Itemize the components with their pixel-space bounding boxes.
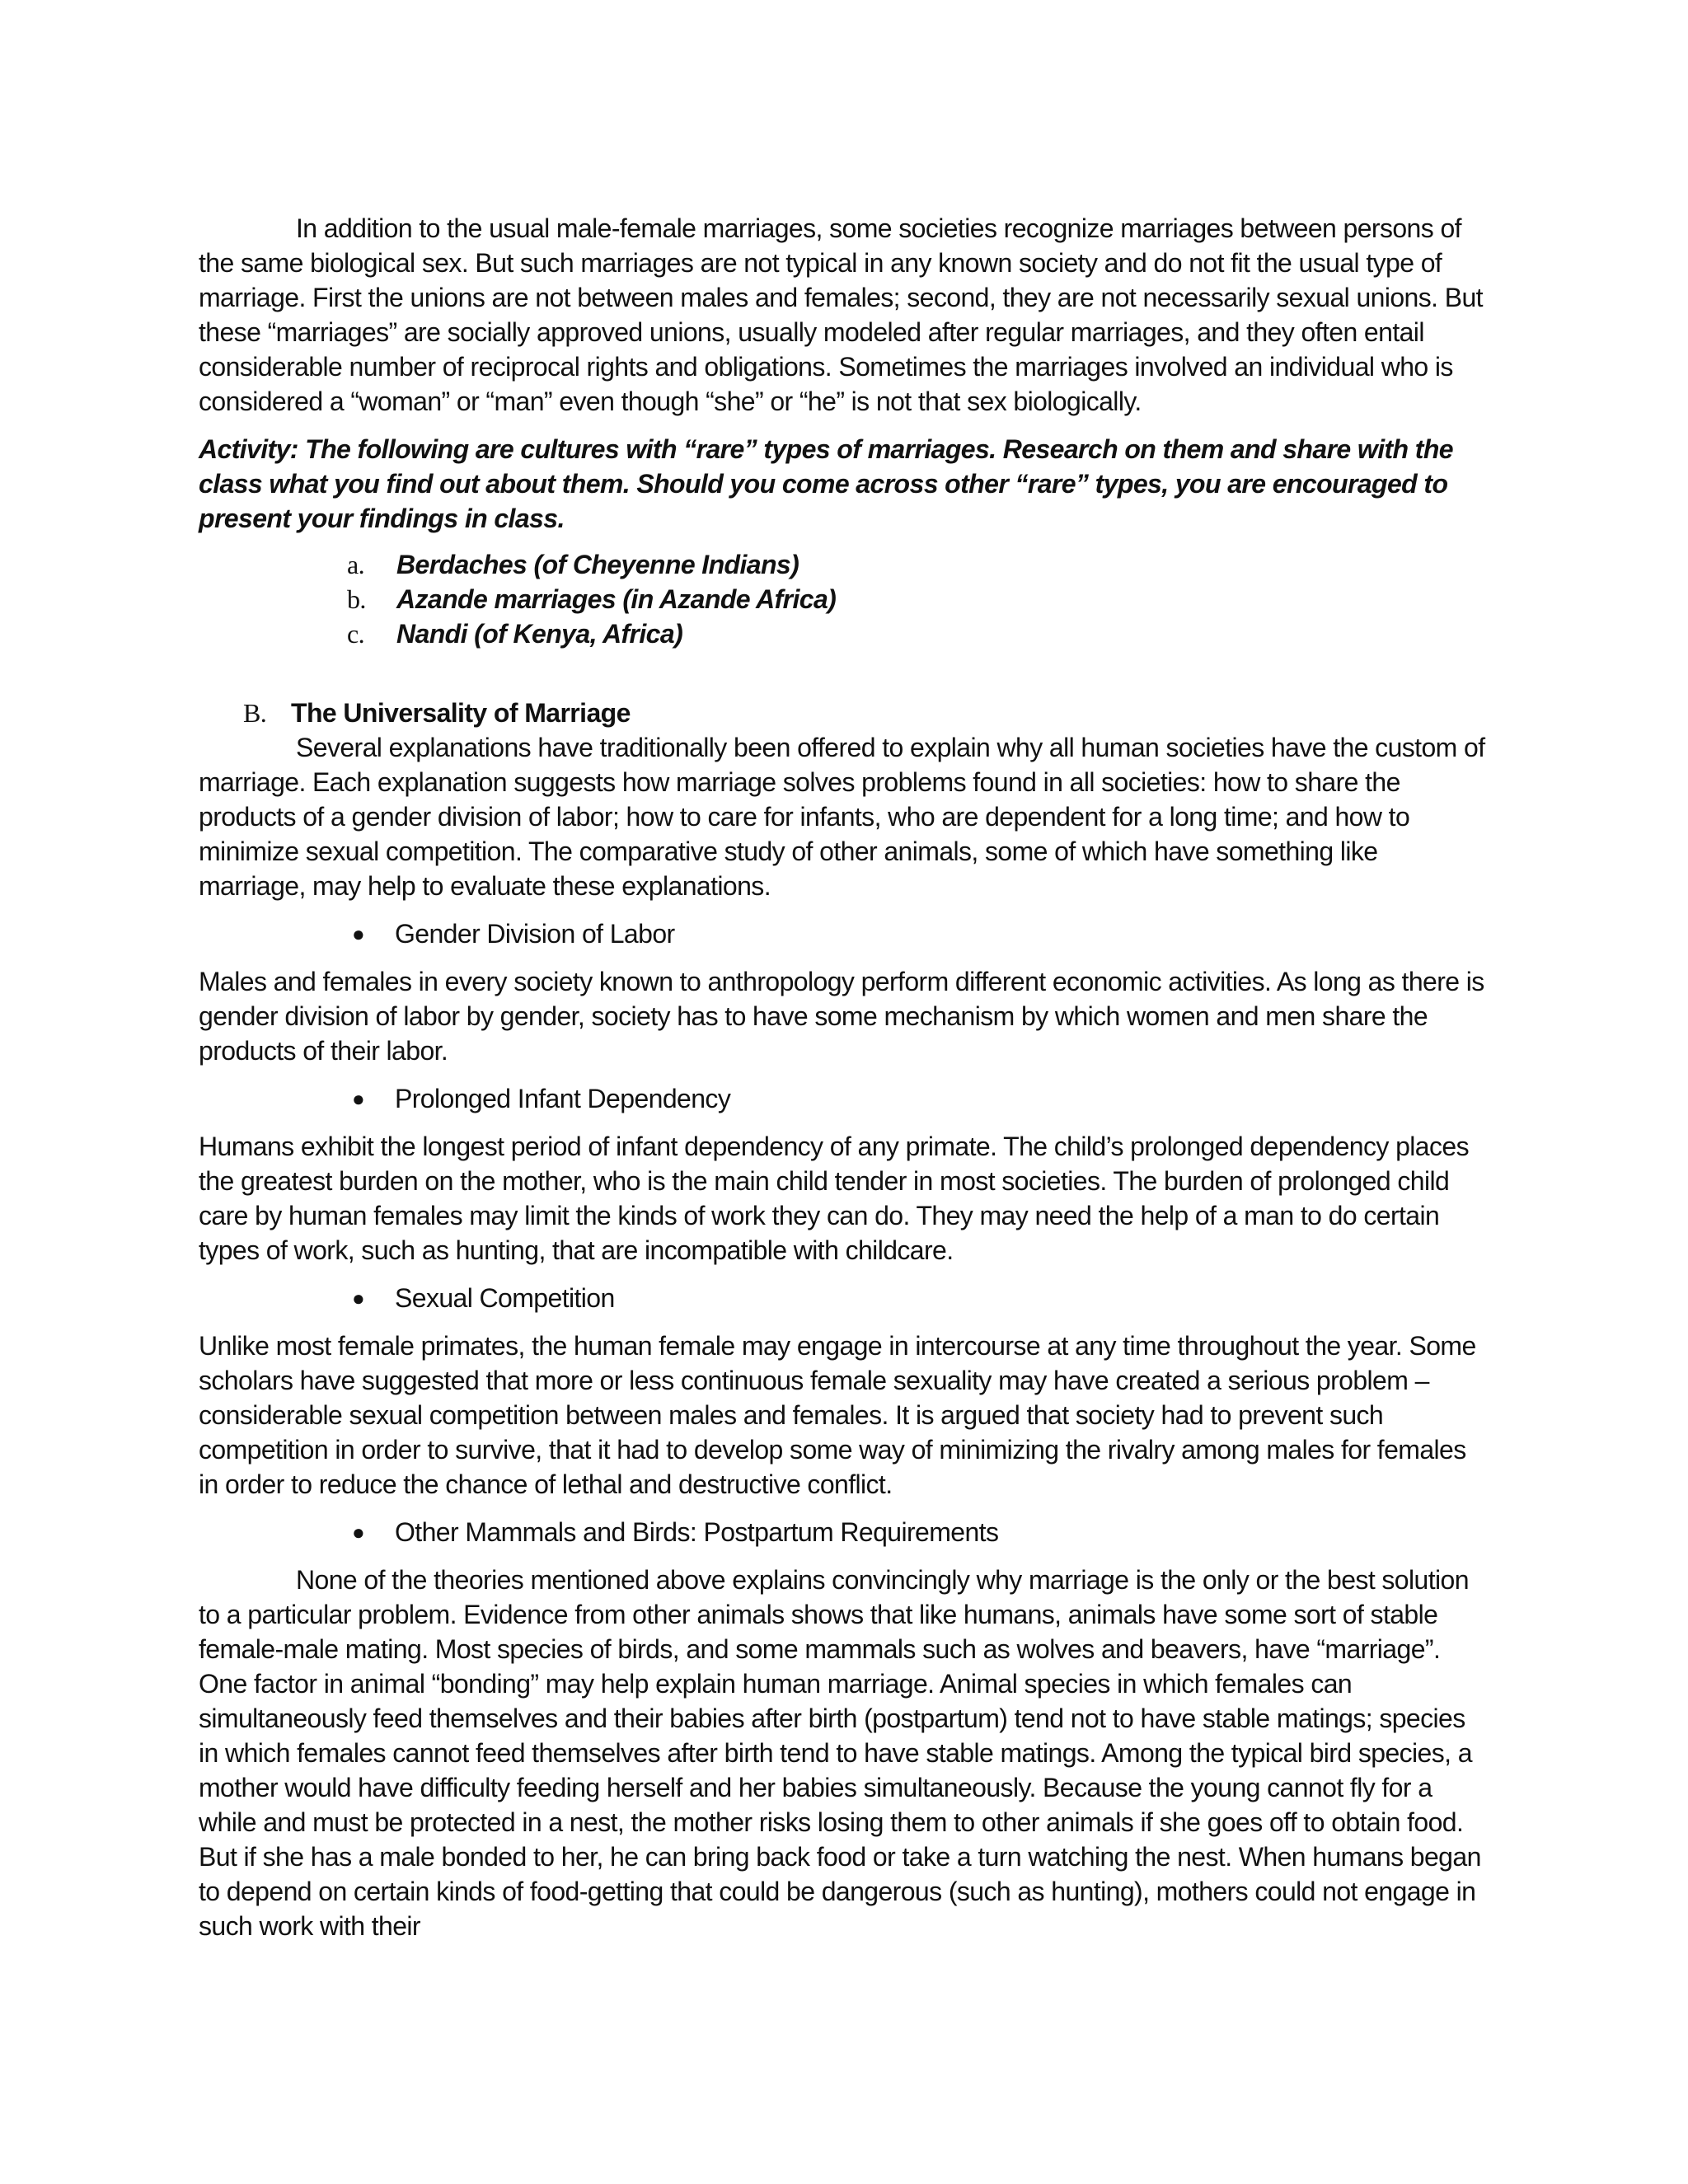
list-item-text: Nandi (of Kenya, Africa) [396,619,683,649]
subsection-heading [199,916,1489,951]
list-item [347,547,1489,582]
subsection-heading [199,1515,1489,1549]
list-item [347,582,1489,616]
section-intro-paragraph: Several explanations have traditionally been offered to explain why all human societies have the custom of marriage. Each explanation suggests how marriage solves problems found in all societies: how to share the products of a gender division of labor; how to care for infants, who are dependent for a long time; and how to minimize sexual competition. The comparative study of other animals, some of which have something like marriage, may help to evaluate these explanations. [199,733,1485,901]
activity-instructions: Activity: The following are cultures with “rare” types of marriages. Research on them and share with the class what you find out about them. Should you come across other “rare” types, you are encouraged to present your findings in class. [199,434,1453,533]
subsection-title: Sexual Competition [395,1283,615,1313]
list-item-text: Azande marriages (in Azande Africa) [396,584,837,614]
section-marker: B. [243,698,267,728]
bullet-icon: ● [352,1286,365,1310]
bullet-icon: ● [352,1520,365,1544]
bullet-icon: ● [352,921,365,946]
rare-marriage-list [199,547,1489,651]
list-item-text: Berdaches (of Cheyenne Indians) [396,550,799,579]
subsection-heading [199,1081,1489,1116]
section-title: The Universality of Marriage [291,698,631,728]
subsection-paragraph: Males and females in every society known to anthropology perform different economic activities. As long as there is gender division of labor by gender, society has to have some mechanism by which women and men share the products of their labor. [199,967,1484,1066]
section-heading [243,696,1489,730]
subsection-title: Prolonged Infant Dependency [395,1084,731,1113]
subsection-paragraph: Unlike most female primates, the human female may engage in intercourse at any time throughout the year. Some scholars have suggested that more or less continuous female sexuality may have created a serious problem – considerable sexual competition between males and females. It is argued that society had to prevent such competition in order to survive, that it had to develop some way of minimizing the rivalry among males for females in order to reduce the chance of lethal and destructive conflict. [199,1331,1476,1499]
list-marker: c. [347,619,365,649]
subsection-title: Gender Division of Labor [395,919,675,949]
bullet-icon: ● [352,1086,365,1111]
subsection-paragraph: None of the theories mentioned above explains convincingly why marriage is the only or the best solution to a particular problem. Evidence from other animals shows that like humans, animals have some sort of stable female-male mating. Most species of birds, and some mammals such as wolves and beavers, have “marriage”. One factor in animal “bonding” may help explain human marriage. Animal species in which females can simultaneously feed themselves and their babies after birth (postpartum) tend not to have stable matings; species in which females cannot feed themselves after birth tend to have stable matings. Among the typical bird species, a mother would have difficulty feeding herself and her babies simultaneously. Because the young cannot fly for a while and must be protected in a nest, the mother risks losing them to other animals if she goes off to obtain food. But if she has a male bonded to her, he can bring back food or take a turn watching the nest. When humans began to depend on certain kinds of food-getting that could be dangerous (such as hunting), mothers could not engage in such work with their [199,1565,1481,1941]
list-item [347,616,1489,651]
subsection-heading [199,1281,1489,1315]
subsection-paragraph: Humans exhibit the longest period of infant dependency of any primate. The child’s prolonged dependency places the greatest burden on the mother, who is the main child tender in most societies. The burden of prolonged child care by human females may limit the kinds of work they can do. They may need the help of a man to do certain types of work, such as hunting, that are incompatible with childcare. [199,1132,1469,1265]
list-marker: b. [347,584,366,614]
list-marker: a. [347,550,365,579]
intro-paragraph: In addition to the usual male-female marriages, some societies recognize marriages between persons of the same biological sex. But such marriages are not typical in any known society and do not fit the usual type of marriage. First the unions are not between males and females; second, they are not necessarily sexual unions. But these “marriages” are socially approved unions, usually modeled after regular marriages, and they often entail considerable number of reciprocal rights and obligations. Sometimes the marriages involved an individual who is considered a “woman” or “man” even though “she” or “he” is not that sex biologically. [199,213,1483,416]
page-content [199,211,1489,1943]
subsection-title: Other Mammals and Birds: Postpartum Requirements [395,1517,999,1547]
